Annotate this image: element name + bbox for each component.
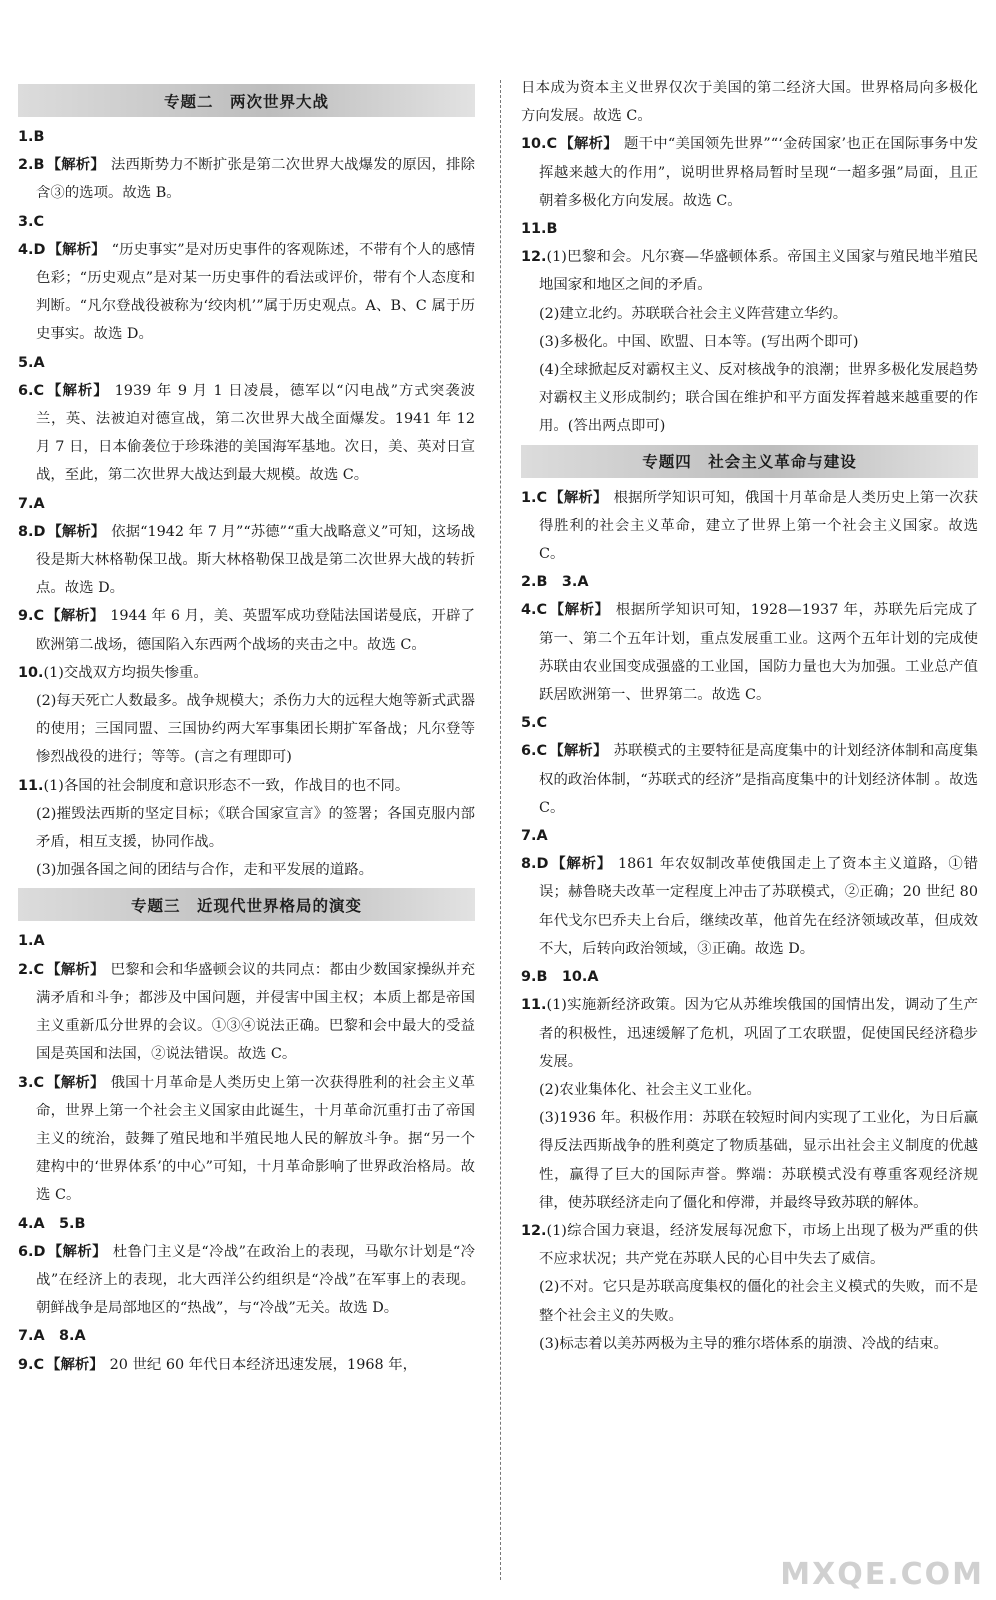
answer-item-11: 11.(1)各国的社会制度和意识形态不一致，作战目的也不同。 (18, 777, 410, 794)
column-divider (500, 80, 501, 1580)
answer-12-part-2: (2)建立北约。苏联联合社会主义阵营建立华约。 (539, 305, 848, 322)
answer-item-12: 12.(1)综合国力衰退，经济发展每况愈下，市场上出现了极为严重的供不应求状况；共产党在苏联人民的心目中失去了威信。 (521, 1222, 978, 1268)
answer-12-part-4: (4)全球掀起反对霸权主义、反对核战争的浪潮；世界多极化发展趋势对霸权主义形成制约；联合国在维护和平方面发挥着越来越重要的作用。(答出两点即可) (539, 362, 978, 435)
answer-11-part-2: (2)摧毁法西斯的坚定目标；《联合国家宣言》的签署；各国克服内部矛盾，相互支援，协同作战。 (36, 805, 475, 851)
answer-item: 7.A 8.A (18, 1328, 86, 1345)
answer-item: 9.C 【解析】 1944 年 6 月，美、英盟军成功登陆法国诺曼底，开辟了欧洲第二战场，德国陷入东西两个战场的夹击之中。故选 C。 (18, 608, 475, 653)
section-3-title: 专题三 近现代世界格局的演变 (18, 888, 475, 921)
answer-item: 7.A (18, 495, 45, 512)
answer-11-part-3: (3)1936 年。积极作用：苏联在较短时间内实现了工业化，为日后赢得反法西斯战争的胜利奠定了物质基础，显示出社会主义制度的优越性，赢得了巨大的国际声誉。弊端：苏联模式没有尊重客观经济规律，使苏联经济走向了僵化和停滞，并最终导致苏联的解体。 (539, 1110, 978, 1211)
answer-item: 8.D 【解析】 依据“1942 年 7 月”“苏德”“重大战略意义”可知，这场战役是斯大林格勒保卫战。斯大林格勒保卫战是第二次世界大战的转折点。故选 D。 (18, 523, 475, 597)
answer-item: 8.D 【解析】 1861 年农奴制改革使俄国走上了资本主义道路，①错误；赫鲁晓夫改革一定程度上冲击了苏联模式，②正确；20 世纪 80 年代戈尔巴乔夫上台后，继续改革，他首先在经济领域改革，但成效不大，后转向政治领域，③正确。故选 D。 (521, 856, 978, 957)
section-4-title: 专题四 社会主义革命与建设 (521, 445, 978, 478)
answer-item: 6.D 【解析】 杜鲁门主义是“冷战”在政治上的表现，马歇尔计划是“冷战”在经济上的表现，北大西洋公约组织是“冷战”在军事上的表现。朝鲜战争是局部地区的“热战”，与“冷战”无关。故选 D。 (18, 1243, 475, 1317)
section-2-title: 专题二 两次世界大战 (18, 84, 475, 117)
answer-item: 1.C 【解析】 根据所学知识可知，俄国十月革命是人类历史上第一次获得胜利的社会主义革命，建立了世界上第一个社会主义国家。故选 C。 (521, 489, 978, 563)
answer-item: 2.B 【解析】 法西斯势力不断扩张是第二次世界大战爆发的原因，排除含③的选项。故选 B。 (18, 157, 475, 202)
answer-item: 7.A (521, 828, 548, 845)
answer-9-continuation: 日本成为资本主义世界仅次于美国的第二经济大国。世界格局向多极化方向发展。故选 C。 (521, 80, 978, 125)
watermark-logo: MXQE.COM (780, 1557, 984, 1592)
answer-item: 10.C 【解析】 题干中“美国领先世界”“‘金砖国家’也正在国际事务中发挥越来越大的作用”，说明世界格局暂时呈现“一超多强”局面，且正朝着多极化方向发展。故选 C。 (521, 136, 978, 209)
answer-12-part-3: (3)标志着以美苏两极为主导的雅尔塔体系的崩溃、冷战的结束。 (539, 1335, 948, 1352)
answer-item: 4.A 5.B (18, 1215, 86, 1232)
answer-item: 6.C 【解析】 苏联模式的主要特征是高度集中的计划经济体制和高度集权的政治体制，“苏联式的经济”是指高度集中的计划经济体制 。故选 C。 (521, 743, 978, 816)
answer-item: 2.C 【解析】 巴黎和会和华盛顿会议的共同点：都由少数国家操纵并充满矛盾和斗争；都涉及中国问题，并侵害中国主权；本质上都是帝国主义重新瓜分世界的会议。①③④说法正确。巴黎和会中最大的受益国是英国和法国，②说法错误。故选 C。 (18, 961, 475, 1063)
answer-item-11: 11.(1)实施新经济政策。因为它从苏维埃俄国的国情出发，调动了生产者的积极性，迅速缓解了危机，巩固了工农联盟，促使国民经济稳步发展。 (521, 997, 978, 1070)
answer-item: 6.C 【解析】 1939 年 9 月 1 日凌晨，德军以“闪电战”方式突袭波兰，英、法被迫对德宣战，第二次世界大战全面爆发。1941 年 12 月 7 日，日本偷袭位于珍珠港的美国海军基地。次日，美、英对日宣战，至此，第二次世界大战达到最大规模。故选 C。 (18, 382, 475, 484)
answer-item: 5.A (18, 354, 45, 371)
answer-item: 4.D 【解析】 “历史事实”是对历史事件的客观陈述，不带有个人的感情色彩；“历史观点”是对某一历史事件的看法或评价，带有个人态度和判断。“凡尔登战役被称为‘绞肉机’”属于历史观点。A、B、C 属于历史事实。故选 D。 (18, 241, 475, 343)
answer-item: 9.C 【解析】 20 世纪 60 年代日本经济迅速发展，1968 年， (18, 1356, 418, 1373)
answer-item-10: 10.(1)交战双方均损失惨重。 (18, 664, 208, 681)
answer-item: 2.B 3.A (521, 574, 589, 591)
answer-11-part-2: (2)农业集体化、社会主义工业化。 (539, 1081, 761, 1098)
answer-item: 3.C (18, 213, 45, 230)
answer-item: 1.B (18, 129, 45, 145)
answer-12-part-3: (3)多极化。中国、欧盟、日本等。(写出两个即可) (539, 333, 859, 350)
left-column (18, 80, 475, 1379)
answer-item: 4.C 【解析】 根据所学知识可知，1928—1937 年，苏联先后完成了第一、第二个五年计划，重点发展重工业。这两个五年计划的完成使苏联由农业国变成强盛的工业国，国防力量也大为加强。工业总产值跃居欧洲第一、世界第二。故选 C。 (521, 602, 978, 704)
right-column (521, 74, 978, 1358)
answer-12-part-2: (2)不对。它只是苏联高度集权的僵化的社会主义模式的失败，而不是整个社会主义的失败。 (539, 1279, 978, 1324)
answer-10-part-2: (2)每天死亡人数最多。战争规模大；杀伤力大的远程大炮等新式武器的使用；三国同盟、三国协约两大军事集团长期扩军备战；凡尔登等惨烈战役的进行；等等。(言之有理即可) (36, 693, 475, 766)
answer-item-12: 12.(1)巴黎和会。凡尔赛—华盛顿体系。帝国主义国家与殖民地半殖民地国家和地区之间的矛盾。 (521, 249, 978, 294)
answer-item: 9.B 10.A (521, 969, 599, 986)
answer-item: 11.B (521, 221, 558, 238)
answer-item: 5.C (521, 715, 548, 732)
answer-item: 1.A (18, 933, 45, 950)
section-2-answers (18, 123, 475, 659)
answer-11-part-3: (3)加强各国之间的团结与合作，走和平发展的道路。 (36, 862, 373, 879)
answer-item: 3.C 【解析】 俄国十月革命是人类历史上第一次获得胜利的社会主义革命，世界上第一个社会主义国家由此诞生，十月革命沉重打击了帝国主义的统治，鼓舞了殖民地和半殖民地人民的解放斗争。据“另一个建构中的‘世界体系’的中心”可知，十月革命影响了世界政治格局。故选 C。 (18, 1074, 475, 1204)
